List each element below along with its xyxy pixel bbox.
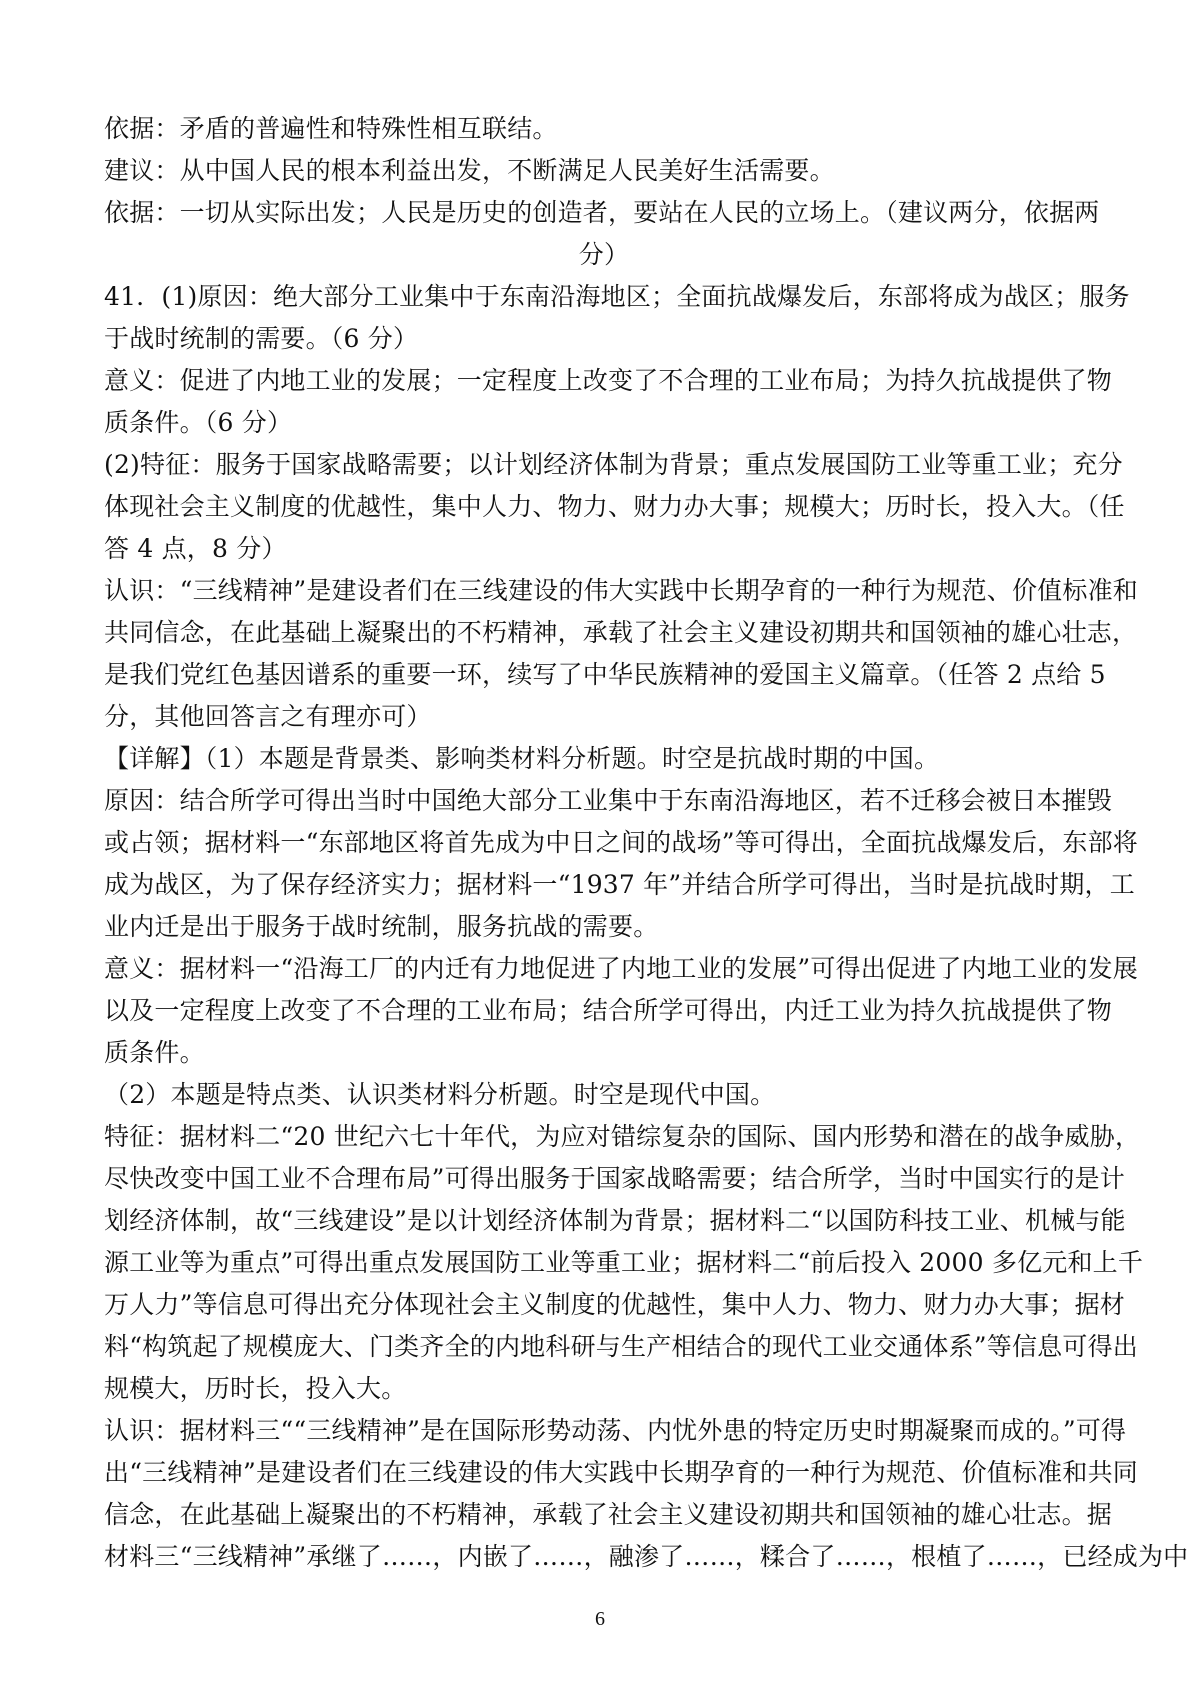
text-line: 尽快改变中国工业不合理布局”可得出服务于国家战略需要；结合所学，当时中国实行的是计 <box>104 1164 1125 1193</box>
text-line: 体现社会主义制度的优越性，集中人力、物力、财力办大事；规模大；历时长，投入大。（任 <box>104 492 1125 521</box>
text-line: 意义：据材料一“沿海工厂的内迁有力地促进了内地工业的发展”可得出促进了内地工业的发展 <box>104 954 1138 983</box>
text-line: 质条件。 <box>104 1038 205 1067</box>
text-line: (2)特征：服务于国家战略需要；以计划经济体制为背景；重点发展国防工业等重工业；充分 <box>104 450 1123 479</box>
text-line: 原因：结合所学可得出当时中国绝大部分工业集中于东南沿海地区，若不迁移会被日本摧毁 <box>104 786 1113 815</box>
text-line: 源工业等为重点”可得出重点发展国防工业等重工业；据材料二“前后投入 2000 多亿元和上千 <box>104 1248 1144 1277</box>
text-line: 划经济体制，故“三线建设”是以计划经济体制为背景；据材料二“以国防科技工业、机械与能 <box>104 1206 1126 1235</box>
text-line: 成为战区，为了保存经济实力；据材料一“1937 年”并结合所学可得出，当时是抗战时期，工 <box>104 870 1135 899</box>
text-line: 是我们党红色基因谱系的重要一环，续写了中华民族精神的爱国主义篇章。（任答 2 点给 5 <box>104 660 1106 689</box>
text-line: 意义：促进了内地工业的发展；一定程度上改变了不合理的工业布局；为持久抗战提供了物 <box>104 366 1113 395</box>
text-line: 认识：“三线精神”是建设者们在三线建设的伟大实践中长期孕育的一种行为规范、价值标准和 <box>104 576 1138 605</box>
text-line: 于战时统制的需要。（6 分） <box>104 324 419 353</box>
text-line: 规模大，历时长，投入大。 <box>104 1374 407 1403</box>
text-line: 料“构筑起了规模庞大、门类齐全的内地科研与生产相结合的现代工业交通体系”等信息可得出 <box>104 1332 1138 1361</box>
text-line: 建议：从中国人民的根本利益出发，不断满足人民美好生活需要。 <box>104 156 835 185</box>
page-number: 6 <box>595 1608 605 1630</box>
text-line: 【详解】（1）本题是背景类、影响类材料分析题。时空是抗战时期的中国。 <box>104 744 940 773</box>
text-line: 依据：矛盾的普遍性和特殊性相互联结。 <box>104 114 558 143</box>
text-line: 答 4 点，8 分） <box>104 534 287 563</box>
text-line: 特征：据材料二“20 世纪六七十年代，为应对错综复杂的国际、国内形势和潜在的战争威胁， <box>104 1122 1141 1151</box>
text-line: 或占领；据材料一“东部地区将首先成为中日之间的战场”等可得出，全面抗战爆发后，东部将 <box>104 828 1138 857</box>
text-line: 出“三线精神”是建设者们在三线建设的伟大实践中长期孕育的一种行为规范、价值标准和共同 <box>104 1458 1138 1487</box>
text-line: 质条件。（6 分） <box>104 408 293 437</box>
text-line: 共同信念，在此基础上凝聚出的不朽精神，承载了社会主义建设初期共和国领袖的雄心壮志， <box>104 618 1138 647</box>
text-line: 信念，在此基础上凝聚出的不朽精神，承载了社会主义建设初期共和国领袖的雄心壮志。据 <box>104 1500 1113 1529</box>
document-body <box>104 108 1189 1578</box>
text-line: 认识：据材料三““三线精神”是在国际形势动荡、内忧外患的特定历史时期凝聚而成的。”可得 <box>104 1416 1127 1445</box>
text-line: 材料三“三线精神”承继了……，内嵌了……，融渗了……，糅合了……，根植了……，已经成为中 <box>104 1542 1189 1571</box>
text-line: 依据：一切从实际出发；人民是历史的创造者，要站在人民的立场上。（建议两分，依据两 <box>104 198 1100 227</box>
text-line: 万人力”等信息可得出充分体现社会主义制度的优越性，集中人力、物力、财力办大事；据材 <box>104 1290 1125 1319</box>
text-line: 41．(1)原因：绝大部分工业集中于东南沿海地区；全面抗战爆发后，东部将成为战区；服务 <box>104 282 1130 311</box>
text-line: 业内迁是出于服务于战时统制，服务抗战的需要。 <box>104 912 659 941</box>
text-line: 分） <box>578 240 630 269</box>
text-line: 以及一定程度上改变了不合理的工业布局；结合所学可得出，内迁工业为持久抗战提供了物 <box>104 996 1113 1025</box>
text-line: （2）本题是特点类、认识类材料分析题。时空是现代中国。 <box>104 1080 776 1109</box>
text-line: 分，其他回答言之有理亦可） <box>104 702 432 731</box>
